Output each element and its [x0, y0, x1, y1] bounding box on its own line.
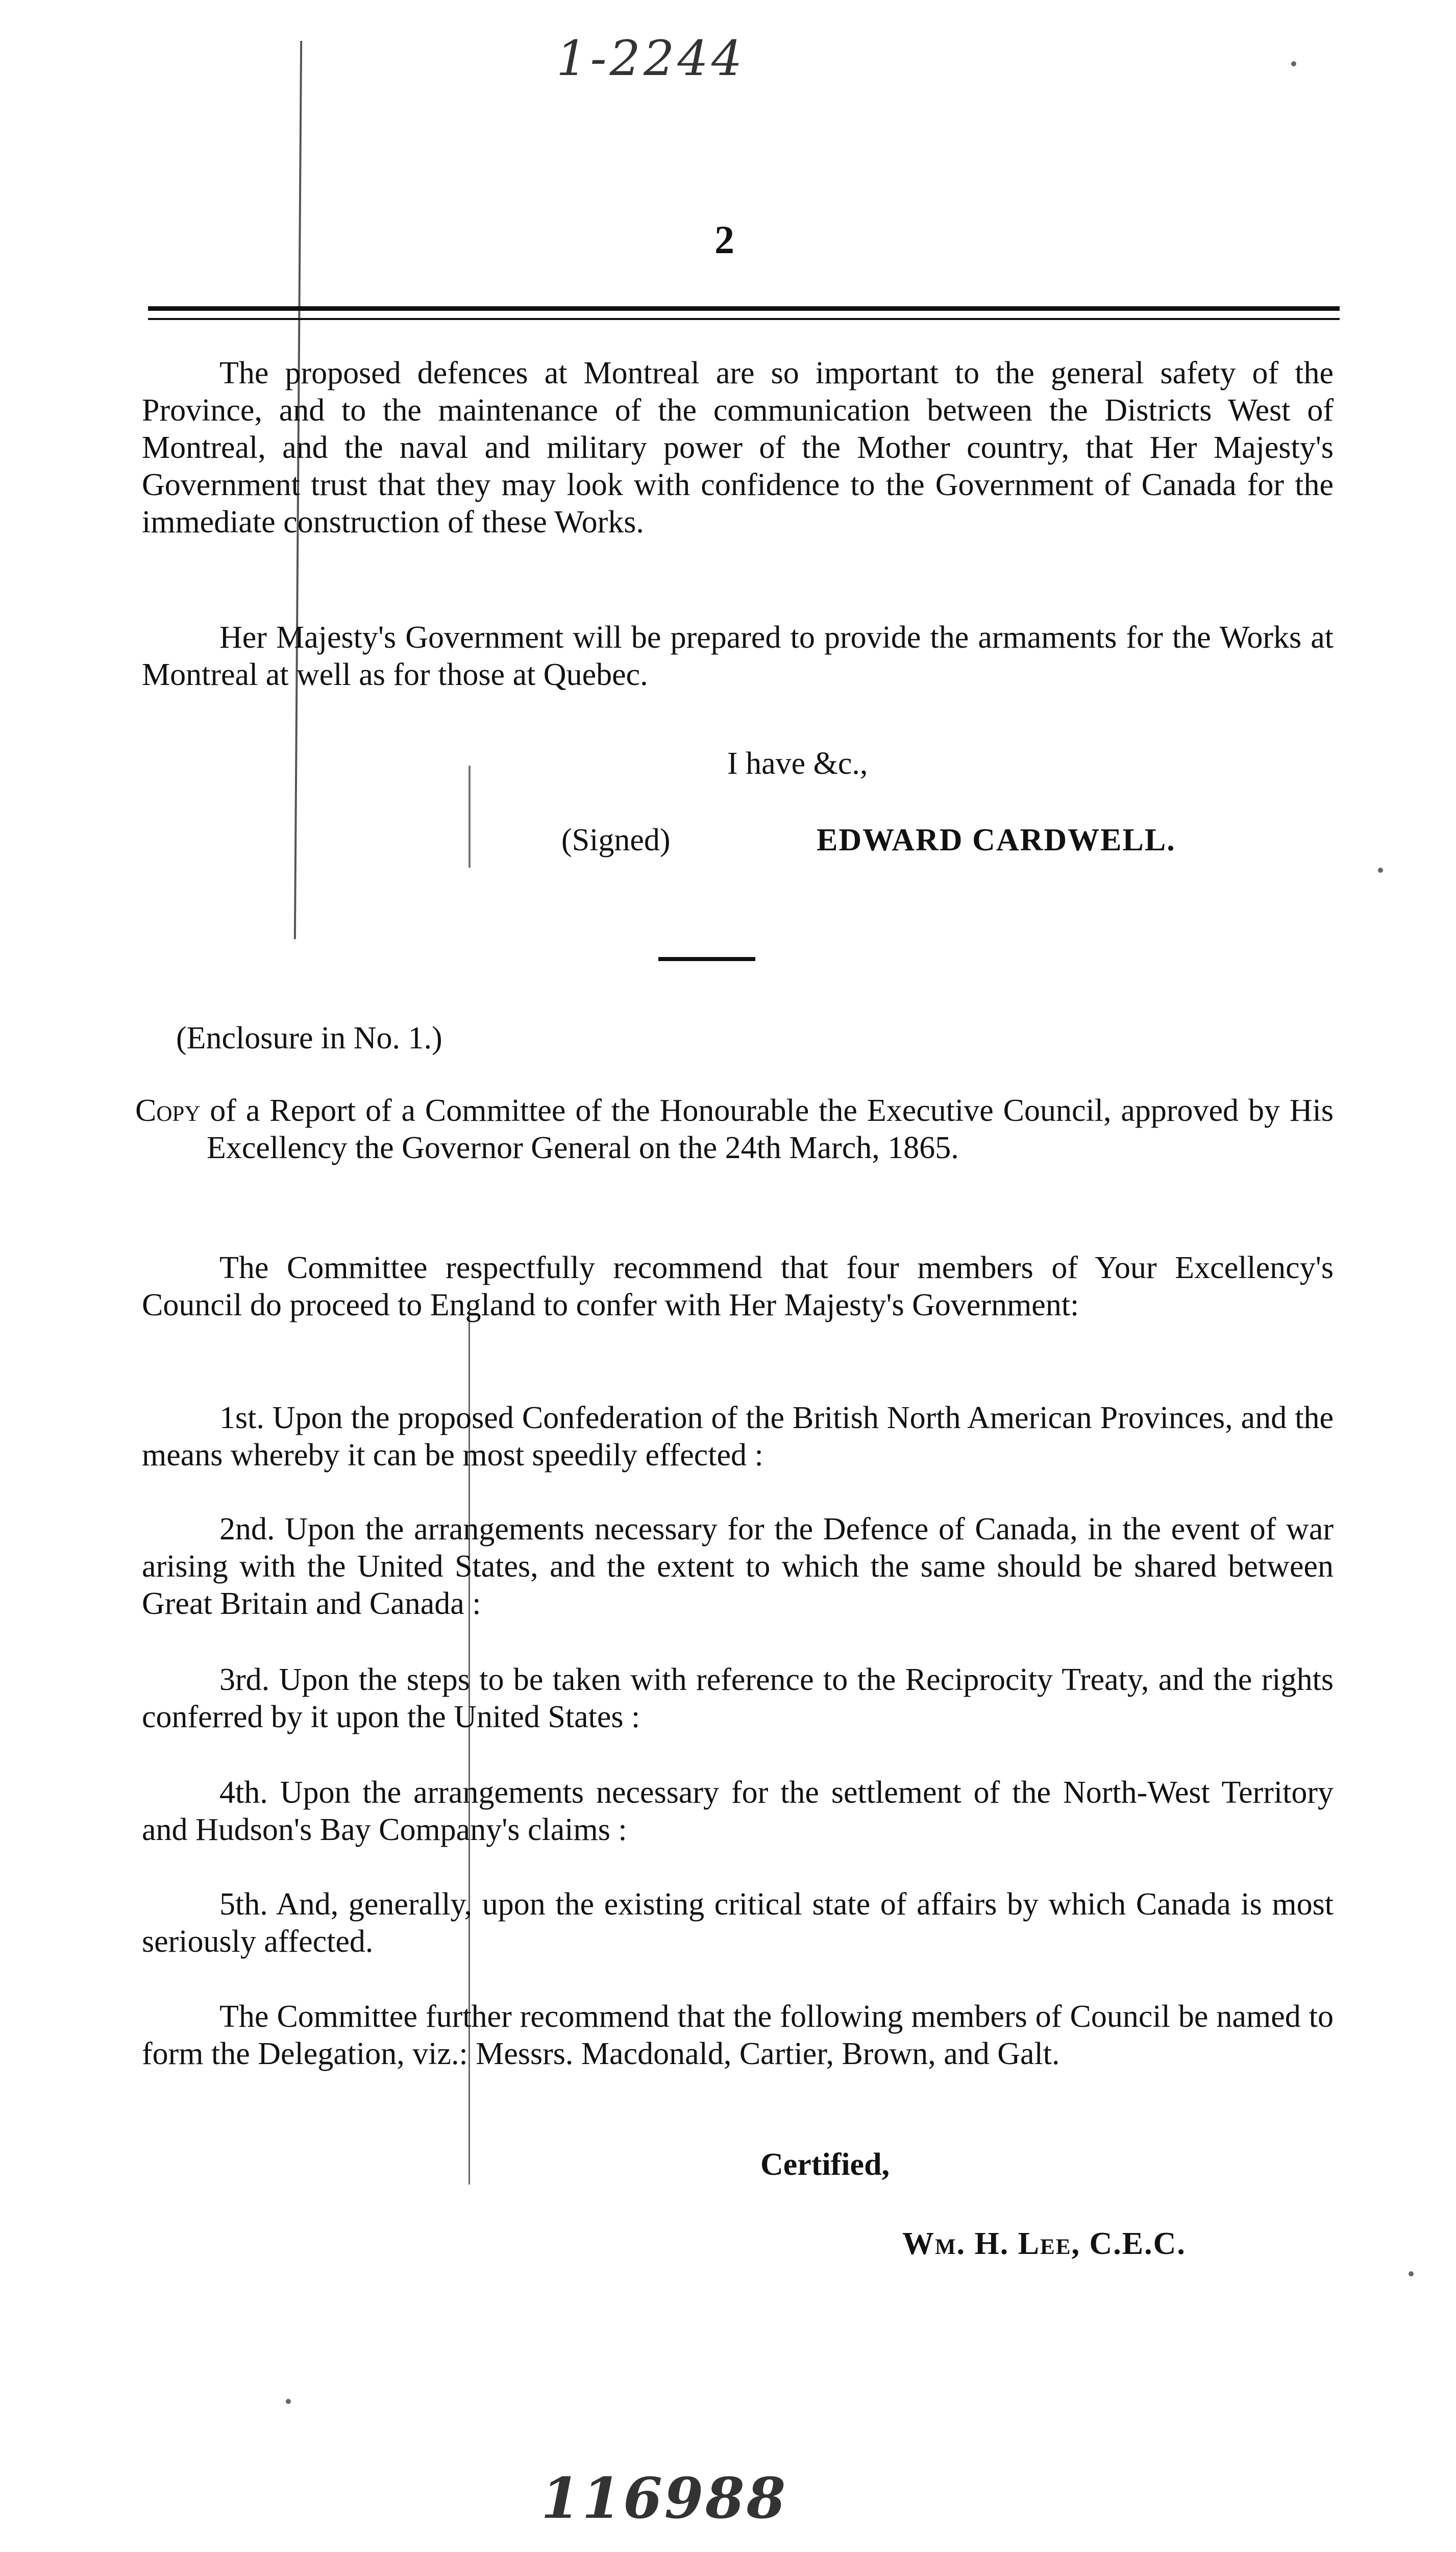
report-item: 1st. Upon the proposed Confederation of the British North American Provinces, and the means whereby it can be most speedily effected :	[142, 1401, 1334, 1473]
certified-label: Certified,	[760, 2147, 890, 2182]
letter-paragraph: The proposed defences at Montreal are so important to the general safety of the Province, and to the maintenance of the communication between the Districts West of Montreal, and the naval and military power of the Mother country, that Her Majesty's Government trust that they may look with confidence to the Government of Canada for the immediate construction of these Works.	[142, 356, 1334, 539]
handwritten-reference-top: 1-2244	[556, 31, 746, 87]
signed-label: (Signed)	[561, 823, 671, 857]
letter-paragraph: Her Majesty's Government will be prepared to provide the armaments for the Works at Montreal at well as for those at Quebec.	[142, 620, 1334, 692]
letter-closing: I have &c.,	[727, 746, 868, 781]
copy-heading	[135, 1092, 1334, 1167]
paper-speck	[1291, 61, 1296, 66]
report-item: 4th. Upon the arrangements necessary for the settlement of the North-West Territory and Hudson's Bay Company's claims :	[142, 1775, 1334, 1847]
report-paragraph: The Committee respectfully recommend that four members of Your Excellency's Council do proceed to England to confer with Her Majesty's Government:	[142, 1250, 1334, 1322]
paper-speck	[1409, 2271, 1414, 2276]
report-item: 5th. And, generally, upon the existing critical state of affairs by which Canada is most seriously affected.	[142, 1887, 1334, 1959]
enclosure-heading: (Enclosure in No. 1.)	[176, 1021, 442, 1056]
header-rule	[148, 306, 1340, 311]
page-number: 2	[714, 217, 734, 262]
margin-pencil-line	[468, 766, 471, 868]
certifier-signature: Wm. H. Lee, C.E.C.	[902, 2226, 1186, 2261]
paper-speck	[286, 2399, 291, 2404]
section-divider	[658, 957, 755, 961]
letter-signer: EDWARD CARDWELL.	[817, 823, 1176, 857]
report-item: 3rd. Upon the steps to be taken with reference to the Reciprocity Treaty, and the rights conferred by it upon the United States :	[142, 1662, 1334, 1734]
report-item: 2nd. Upon the arrangements necessary for the Defence of Canada, in the event of war arising with the United States, and the extent to which the same should be shared between Great Britain and Canada :	[142, 1512, 1334, 1621]
handwritten-reference-bottom: 116988	[541, 2465, 788, 2531]
paper-speck	[1378, 868, 1383, 873]
header-rule-thin	[148, 318, 1340, 320]
copy-text: of a Report of a Committee of the Honourable the Executive Council, approved by His Excellency the Governor General on the 24th March, 1865.	[207, 1093, 1334, 1165]
report-paragraph: The Committee further recommend that the following members of Council be named to form the Delegation, viz.: Messrs. Macdonald, Cartier, Brown, and Galt.	[142, 1999, 1334, 2071]
copy-word: Copy	[135, 1093, 201, 1128]
